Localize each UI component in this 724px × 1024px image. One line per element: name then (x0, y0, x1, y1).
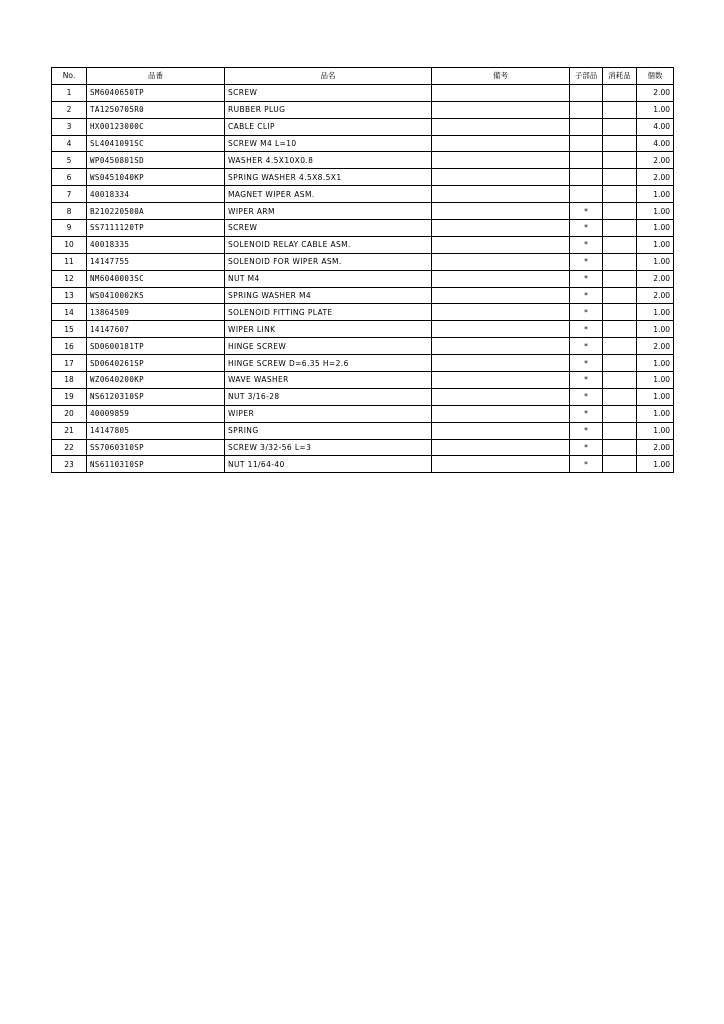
table-row (52, 287, 674, 304)
table-row (52, 253, 674, 270)
table-body (52, 84, 674, 472)
cell-quantity: 1.00 (637, 101, 674, 118)
cell-no: 12 (52, 270, 87, 287)
cell-part-name: WAVE WASHER (225, 372, 432, 389)
header-part-number: 品番 (87, 68, 225, 85)
cell-sub-part: * (570, 321, 603, 338)
cell-remarks (432, 439, 570, 456)
cell-quantity: 1.00 (637, 355, 674, 372)
cell-remarks (432, 456, 570, 473)
cell-consumable (603, 152, 637, 169)
cell-quantity: 2.00 (637, 152, 674, 169)
cell-part-name: SOLENOID RELAY CABLE ASM. (225, 236, 432, 253)
cell-quantity: 1.00 (637, 388, 674, 405)
cell-sub-part: * (570, 355, 603, 372)
cell-no: 23 (52, 456, 87, 473)
table-row (52, 236, 674, 253)
cell-consumable (603, 422, 637, 439)
cell-no: 22 (52, 439, 87, 456)
cell-part-number: 40009859 (87, 405, 225, 422)
cell-sub-part: * (570, 270, 603, 287)
cell-sub-part (570, 152, 603, 169)
cell-sub-part: * (570, 372, 603, 389)
cell-remarks (432, 152, 570, 169)
table-row (52, 321, 674, 338)
table-row (52, 203, 674, 220)
table-row (52, 135, 674, 152)
cell-part-number: SS7060310SP (87, 439, 225, 456)
cell-no: 13 (52, 287, 87, 304)
cell-part-number: HX00123000C (87, 118, 225, 135)
table-row (52, 338, 674, 355)
cell-quantity: 1.00 (637, 253, 674, 270)
cell-quantity: 2.00 (637, 270, 674, 287)
cell-no: 18 (52, 372, 87, 389)
header-part-name: 品名 (225, 68, 432, 85)
cell-part-name: WIPER LINK (225, 321, 432, 338)
cell-part-name: NUT 3/16-28 (225, 388, 432, 405)
cell-consumable (603, 372, 637, 389)
cell-part-number: 14147805 (87, 422, 225, 439)
cell-consumable (603, 169, 637, 186)
cell-remarks (432, 118, 570, 135)
cell-part-number: WS0451040KP (87, 169, 225, 186)
cell-part-name: SOLENOID FOR WIPER ASM. (225, 253, 432, 270)
cell-sub-part: * (570, 456, 603, 473)
cell-consumable (603, 388, 637, 405)
cell-consumable (603, 338, 637, 355)
cell-part-name: WIPER (225, 405, 432, 422)
table-row (52, 304, 674, 321)
cell-sub-part (570, 101, 603, 118)
cell-part-name: SPRING WASHER 4.5X8.5X1 (225, 169, 432, 186)
cell-sub-part: * (570, 304, 603, 321)
cell-remarks (432, 270, 570, 287)
cell-remarks (432, 321, 570, 338)
cell-part-name: NUT 11/64-40 (225, 456, 432, 473)
cell-part-number: NS6110310SP (87, 456, 225, 473)
cell-consumable (603, 355, 637, 372)
cell-sub-part: * (570, 253, 603, 270)
cell-part-number: NM6040003SC (87, 270, 225, 287)
cell-no: 19 (52, 388, 87, 405)
cell-quantity: 2.00 (637, 338, 674, 355)
table-row (52, 220, 674, 237)
cell-no: 3 (52, 118, 87, 135)
cell-consumable (603, 203, 637, 220)
cell-part-name: CABLE CLIP (225, 118, 432, 135)
table-row (52, 422, 674, 439)
cell-part-name: SPRING (225, 422, 432, 439)
cell-consumable (603, 84, 637, 101)
cell-remarks (432, 253, 570, 270)
parts-list-table (51, 67, 674, 473)
table-row (52, 152, 674, 169)
cell-no: 17 (52, 355, 87, 372)
cell-no: 11 (52, 253, 87, 270)
cell-consumable (603, 270, 637, 287)
cell-remarks (432, 338, 570, 355)
cell-no: 6 (52, 169, 87, 186)
cell-no: 20 (52, 405, 87, 422)
cell-part-name: HINGE SCREW (225, 338, 432, 355)
cell-consumable (603, 321, 637, 338)
cell-sub-part: * (570, 405, 603, 422)
cell-remarks (432, 169, 570, 186)
cell-quantity: 1.00 (637, 220, 674, 237)
cell-sub-part: * (570, 236, 603, 253)
cell-sub-part: * (570, 220, 603, 237)
cell-remarks (432, 372, 570, 389)
cell-no: 5 (52, 152, 87, 169)
table-row (52, 388, 674, 405)
cell-quantity: 1.00 (637, 405, 674, 422)
cell-remarks (432, 236, 570, 253)
cell-quantity: 1.00 (637, 304, 674, 321)
cell-part-number: 40018334 (87, 186, 225, 203)
cell-remarks (432, 220, 570, 237)
cell-remarks (432, 355, 570, 372)
cell-no: 21 (52, 422, 87, 439)
cell-part-number: NS6120310SP (87, 388, 225, 405)
cell-part-name: MAGNET WIPER ASM. (225, 186, 432, 203)
cell-consumable (603, 253, 637, 270)
cell-quantity: 1.00 (637, 321, 674, 338)
cell-sub-part: * (570, 422, 603, 439)
table-row (52, 405, 674, 422)
cell-consumable (603, 118, 637, 135)
cell-part-number: WS0410002KS (87, 287, 225, 304)
table-row (52, 186, 674, 203)
cell-quantity: 4.00 (637, 118, 674, 135)
cell-consumable (603, 405, 637, 422)
cell-quantity: 2.00 (637, 287, 674, 304)
cell-part-name: RUBBER PLUG (225, 101, 432, 118)
cell-consumable (603, 439, 637, 456)
header-consumable: 消耗品 (603, 68, 637, 85)
cell-part-number: 13864509 (87, 304, 225, 321)
cell-no: 15 (52, 321, 87, 338)
header-quantity: 個数 (637, 68, 674, 85)
cell-part-number: 40018335 (87, 236, 225, 253)
cell-remarks (432, 287, 570, 304)
cell-part-number: WZ0640200KP (87, 372, 225, 389)
table-row (52, 439, 674, 456)
cell-no: 10 (52, 236, 87, 253)
cell-part-number: TA1250705R0 (87, 101, 225, 118)
cell-part-name: SCREW 3/32-56 L=3 (225, 439, 432, 456)
table-row (52, 270, 674, 287)
table-row (52, 456, 674, 473)
cell-remarks (432, 405, 570, 422)
cell-part-number: WP0450801SD (87, 152, 225, 169)
cell-remarks (432, 135, 570, 152)
table-row (52, 84, 674, 101)
cell-sub-part (570, 84, 603, 101)
cell-consumable (603, 101, 637, 118)
cell-part-number: SD0640261SP (87, 355, 225, 372)
cell-consumable (603, 135, 637, 152)
cell-quantity: 1.00 (637, 422, 674, 439)
cell-remarks (432, 101, 570, 118)
cell-quantity: 2.00 (637, 84, 674, 101)
cell-part-name: SOLENOID FITTING PLATE (225, 304, 432, 321)
table-header-row (52, 68, 674, 85)
cell-consumable (603, 456, 637, 473)
header-no: No. (52, 68, 87, 85)
cell-consumable (603, 220, 637, 237)
cell-sub-part: * (570, 287, 603, 304)
cell-remarks (432, 84, 570, 101)
table-row (52, 355, 674, 372)
cell-sub-part (570, 169, 603, 186)
cell-sub-part: * (570, 439, 603, 456)
header-remarks: 備考 (432, 68, 570, 85)
cell-quantity: 2.00 (637, 439, 674, 456)
cell-remarks (432, 422, 570, 439)
table-row (52, 372, 674, 389)
table-row (52, 118, 674, 135)
table-row (52, 101, 674, 118)
cell-sub-part (570, 135, 603, 152)
cell-no: 7 (52, 186, 87, 203)
cell-part-name: WIPER ARM (225, 203, 432, 220)
cell-part-number: SD0600181TP (87, 338, 225, 355)
cell-no: 16 (52, 338, 87, 355)
cell-quantity: 1.00 (637, 186, 674, 203)
table-row (52, 169, 674, 186)
cell-no: 8 (52, 203, 87, 220)
cell-no: 9 (52, 220, 87, 237)
cell-no: 14 (52, 304, 87, 321)
cell-remarks (432, 304, 570, 321)
cell-consumable (603, 304, 637, 321)
cell-sub-part: * (570, 203, 603, 220)
cell-sub-part: * (570, 338, 603, 355)
cell-quantity: 1.00 (637, 236, 674, 253)
header-sub-part: 子部品 (570, 68, 603, 85)
cell-part-name: WASHER 4.5X10X0.8 (225, 152, 432, 169)
cell-sub-part (570, 186, 603, 203)
cell-part-number: 14147755 (87, 253, 225, 270)
cell-remarks (432, 388, 570, 405)
cell-no: 2 (52, 101, 87, 118)
cell-sub-part (570, 118, 603, 135)
cell-remarks (432, 186, 570, 203)
cell-no: 1 (52, 84, 87, 101)
cell-part-number: SL4041091SC (87, 135, 225, 152)
cell-part-name: SPRING WASHER M4 (225, 287, 432, 304)
cell-part-name: SCREW (225, 220, 432, 237)
cell-part-number: SM6040650TP (87, 84, 225, 101)
cell-part-name: SCREW (225, 84, 432, 101)
cell-sub-part: * (570, 388, 603, 405)
cell-consumable (603, 236, 637, 253)
cell-consumable (603, 186, 637, 203)
cell-quantity: 1.00 (637, 203, 674, 220)
cell-quantity: 1.00 (637, 456, 674, 473)
cell-part-name: HINGE SCREW D=6.35 H=2.6 (225, 355, 432, 372)
cell-quantity: 4.00 (637, 135, 674, 152)
cell-part-name: NUT M4 (225, 270, 432, 287)
cell-part-number: B210220500A (87, 203, 225, 220)
cell-part-number: 14147607 (87, 321, 225, 338)
cell-quantity: 1.00 (637, 372, 674, 389)
cell-part-name: SCREW M4 L=10 (225, 135, 432, 152)
cell-part-number: SS7111120TP (87, 220, 225, 237)
cell-remarks (432, 203, 570, 220)
cell-no: 4 (52, 135, 87, 152)
cell-quantity: 2.00 (637, 169, 674, 186)
cell-consumable (603, 287, 637, 304)
